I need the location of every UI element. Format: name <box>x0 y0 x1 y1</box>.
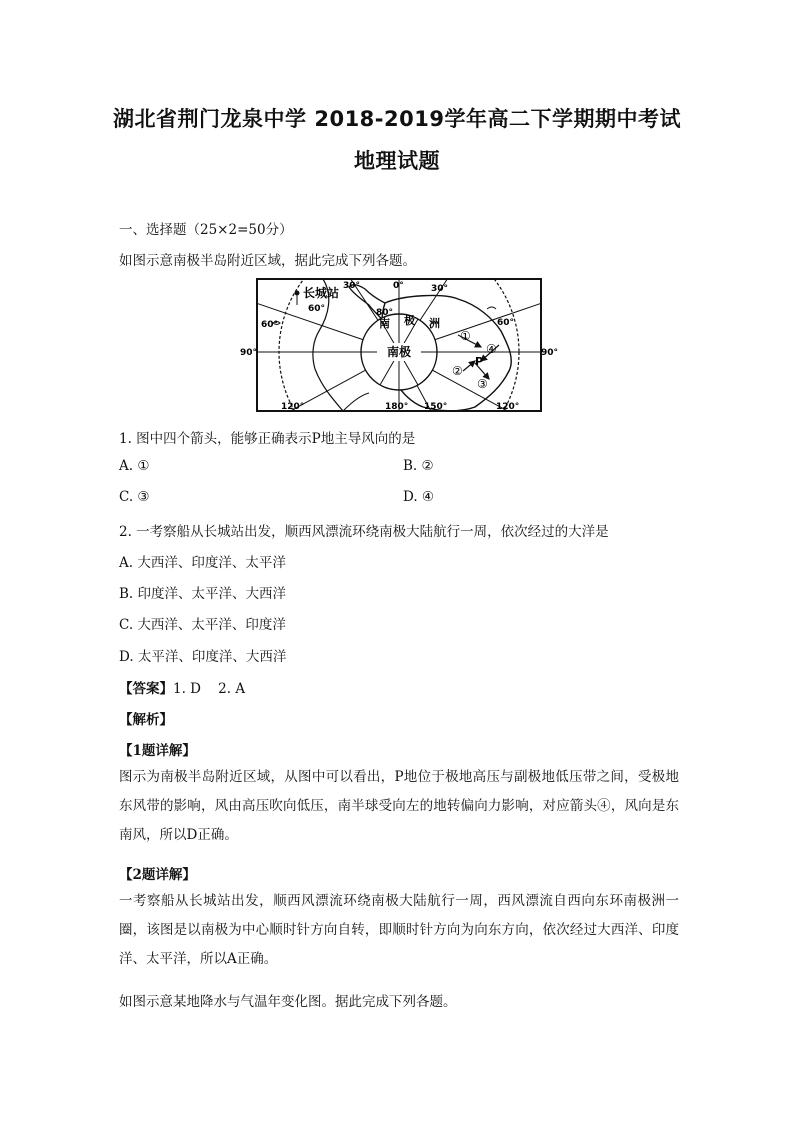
lat60-label: 60° <box>308 304 326 314</box>
analysis-label: 【解析】 <box>119 712 173 728</box>
q2-option-a: A. 大西洋、印度洋、太平洋 <box>119 555 286 571</box>
q1-option-c: C. ③ <box>119 489 150 505</box>
antarctic-map <box>240 275 559 415</box>
detail1-text: 图示为南极半岛附近区域，从图中可以看出，P地位于极地高压与副极地低压带之间，受极地东风带的影响，风由高压吹向低压，南半球受向左的地转偏向力影响，对应箭头④，风向是东南风，所以D正确。 <box>119 769 679 843</box>
lon-label-top-center: 0° <box>393 281 404 291</box>
arrow-4-label: ④ <box>486 342 497 356</box>
point-p-label: P <box>475 355 484 368</box>
q1-option-d: D. ④ <box>403 489 435 505</box>
detail2-text: 一考察船从长城站出发，顺西风漂流环绕南极大陆航行一周，西风漂流自西向东环南极洲一圈，该图是以南极为中心顺时针方向自转，即顺时针方向为向东方向，依次经过大西洋、印度洋、太平洋，所以A正确。 <box>119 893 679 967</box>
q1-stem: 1. 图中四个箭头，能够正确表示P地主导风向的是 <box>119 431 416 447</box>
q1-option-b: B. ② <box>403 458 434 474</box>
answer-label: 【答案】 <box>119 681 173 697</box>
doc-title-line1: 湖北省荆门龙泉中学 2018-2019学年高二下学期期中考试 <box>113 107 681 131</box>
q2-stem: 2. 一考察船从长城站出发，顺西风漂流环绕南极大陆航行一周，依次经过的大洋是 <box>119 524 609 540</box>
pole-label: 南极 <box>386 345 412 359</box>
detail2-label: 【2题详解】 <box>119 867 196 883</box>
lon-label-bottom-right-120: 120° <box>496 402 520 412</box>
arrow-2-label: ② <box>452 364 463 378</box>
lat80-label: 80° <box>376 308 394 318</box>
q2-option-d: D. 太平洋、印度洋、大西洋 <box>119 649 287 665</box>
detail1-label: 【1题详解】 <box>119 743 196 759</box>
intro-text: 如图示意南极半岛附近区域，据此完成下列各题。 <box>119 253 416 269</box>
doc-title-line2: 地理试题 <box>354 149 440 173</box>
section-heading: 一、选择题（25×2=50分） <box>119 222 293 238</box>
continent-char-2: 极 <box>404 314 415 327</box>
station-label: 长城站 <box>303 286 340 300</box>
lon-label-top-left: 30° <box>343 281 361 291</box>
lon-label-bottom-left-120: 120° <box>281 402 305 412</box>
lon-label-bottom-150: 150° <box>424 402 448 412</box>
lon-label-right-60: 60° <box>497 318 515 328</box>
continent-char-3: 洲 <box>429 317 440 330</box>
q2-option-c: C. 大西洋、太平洋、印度洋 <box>119 617 286 633</box>
continent-char-1: 南 <box>379 317 390 330</box>
lon-label-right-90: 90° <box>541 348 559 358</box>
answer-value: 1. D 2. A <box>173 681 246 697</box>
answer-line <box>119 677 245 697</box>
arrow-3-label: ③ <box>477 377 488 391</box>
lon-label-top-right: 30° <box>431 284 449 294</box>
q1-option-a: A. ① <box>119 458 150 474</box>
lon-label-bottom-180: 180° <box>385 402 409 412</box>
arrow-1-label: ① <box>460 329 471 343</box>
lon-label-left-90: 90° <box>240 348 258 358</box>
lon-label-left-60: 60° <box>261 320 279 330</box>
q2-option-b: B. 印度洋、太平洋、大西洋 <box>119 586 287 602</box>
intro2-text: 如图示意某地降水与气温年变化图。据此完成下列各题。 <box>119 994 457 1010</box>
